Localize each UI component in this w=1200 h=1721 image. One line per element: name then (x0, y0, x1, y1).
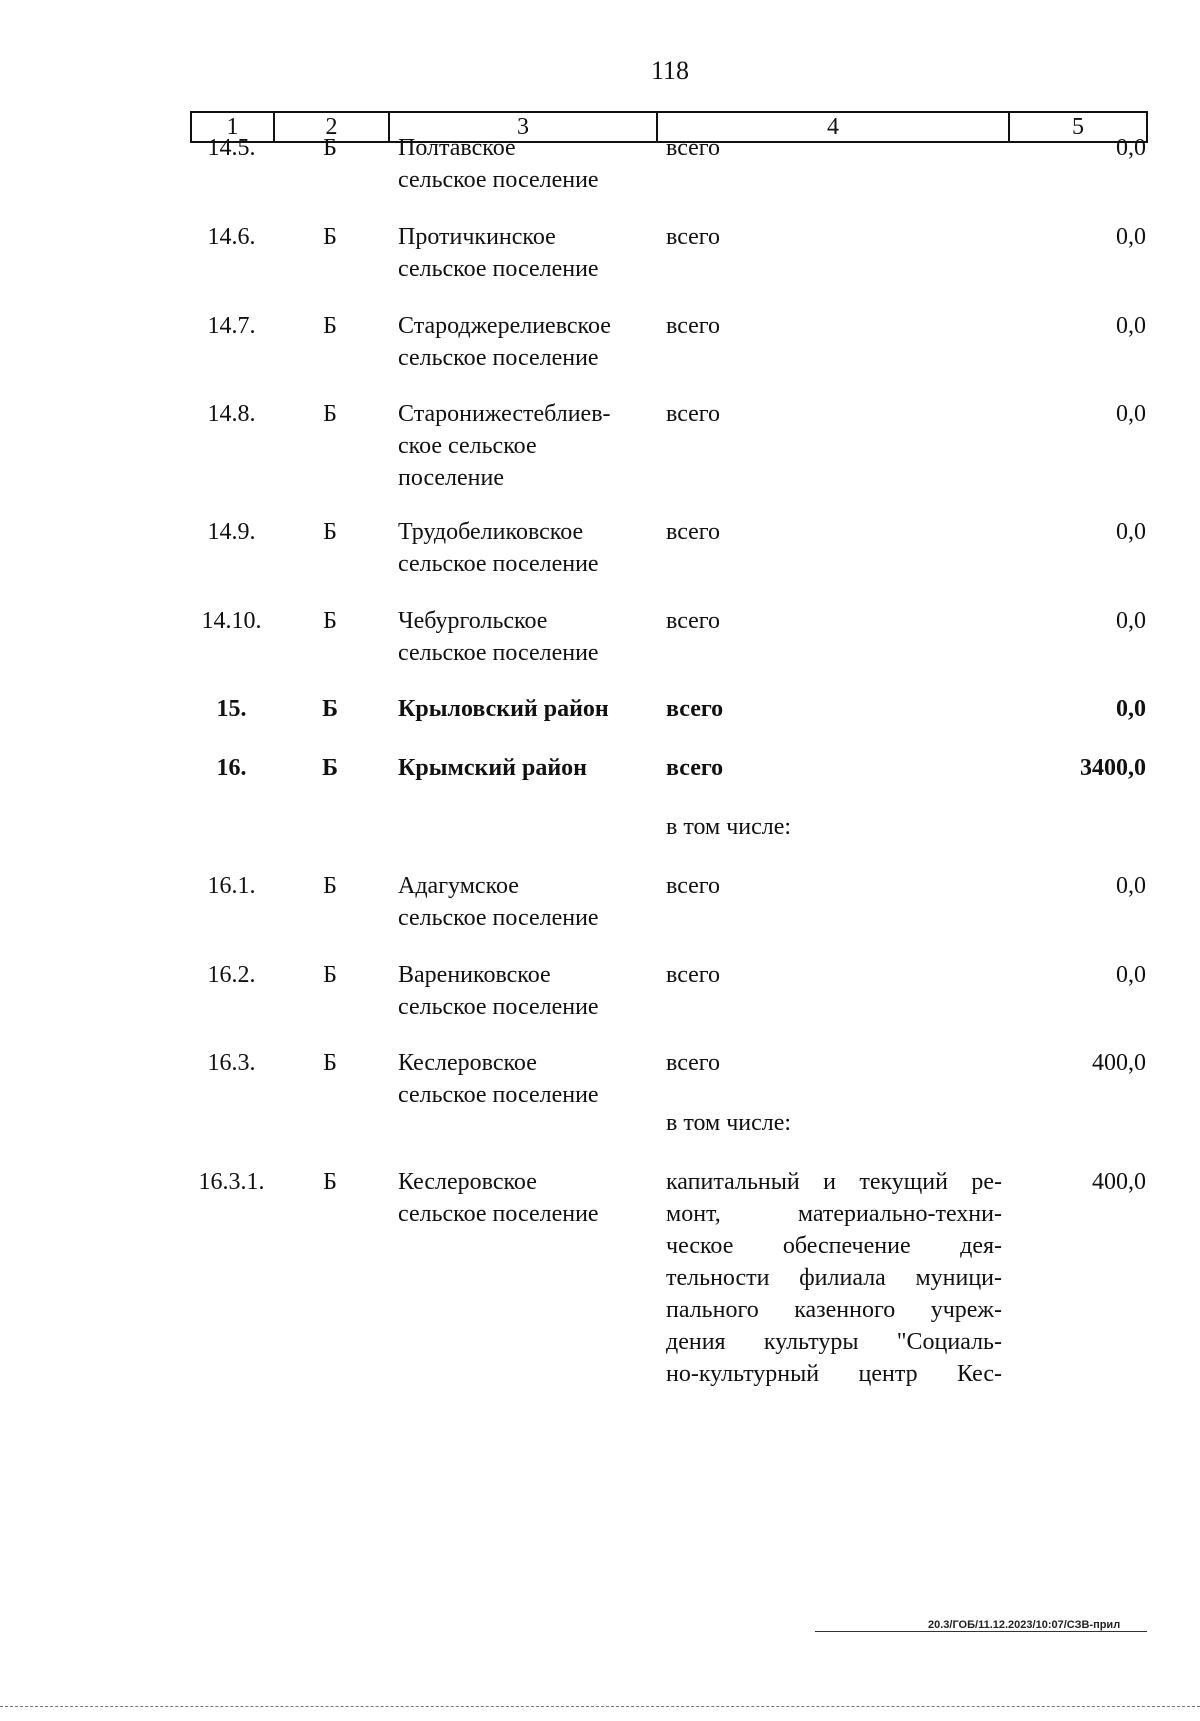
row-description-line: всего (666, 135, 721, 161)
row-number: 16.2. (207, 962, 256, 988)
row-name-line: сельское поселение (398, 551, 599, 577)
row-name-line: сельское поселение (398, 256, 599, 282)
row-category: Б (323, 224, 337, 250)
row-description-line: тельности филиала муници- (666, 1265, 1002, 1291)
row-value: 0,0 (1116, 401, 1146, 427)
row-category: Б (323, 1169, 337, 1195)
row-description-line: монт, материально-техни- (666, 1201, 1002, 1227)
row-description (666, 516, 1002, 548)
row-name (398, 310, 658, 374)
row-number: 16. (216, 755, 247, 781)
row-name (398, 1047, 658, 1111)
row-number: 16.3.1. (198, 1169, 265, 1195)
row-category: Б (323, 135, 337, 161)
row-name-line: Крыловский район (398, 696, 609, 722)
row-description-line: всего (666, 1050, 721, 1076)
row-value: 0,0 (1116, 962, 1146, 988)
row-name-line: сельское поселение (398, 905, 599, 931)
row-name (398, 752, 658, 784)
row-name-line: Кеслеровское (398, 1050, 537, 1076)
row-name-line: сельское поселение (398, 1082, 599, 1108)
row-name (398, 516, 658, 580)
row-value: 0,0 (1116, 313, 1146, 339)
row-name-line: Чебургольское (398, 608, 548, 634)
row-description-line: всего (666, 962, 721, 988)
row-value: 0,0 (1116, 696, 1146, 722)
row-number: 14.7. (207, 313, 256, 339)
row-category: Б (323, 313, 337, 339)
row-description-line: но-культурный центр Кес- (666, 1361, 1002, 1387)
row-description-line: всего (666, 401, 721, 427)
row-name (398, 693, 658, 725)
row-name (398, 132, 658, 196)
row-description-line: всего (666, 313, 721, 339)
row-number: 14.5. (207, 135, 256, 161)
row-description (666, 959, 1002, 991)
row-name-line: сельское поселение (398, 345, 599, 371)
row-name (398, 870, 658, 934)
page-number: 118 (650, 56, 690, 85)
row-category: Б (322, 696, 338, 722)
row-name-line: Трудобеликовское (398, 519, 584, 545)
row-description (666, 605, 1002, 637)
header-col-3: 3 (390, 113, 658, 141)
row-number: 16.1. (207, 873, 256, 899)
row-description (666, 752, 1002, 784)
row-description (666, 811, 1002, 843)
row-description (666, 221, 1002, 253)
row-value: 0,0 (1116, 873, 1146, 899)
row-description (666, 870, 1002, 902)
row-description (666, 1047, 1002, 1079)
row-description (666, 693, 1002, 725)
footer-line (815, 1631, 1147, 1632)
row-value: 400,0 (1092, 1050, 1146, 1076)
header-col-5: 5 (1072, 113, 1084, 140)
row-description (666, 1166, 1002, 1390)
row-name (398, 959, 658, 1023)
row-name-line: сельское поселение (398, 994, 599, 1020)
row-description-line: в том числе: (666, 814, 792, 840)
row-name (398, 1166, 658, 1230)
row-category: Б (323, 608, 337, 634)
row-description (666, 398, 1002, 430)
row-value: 0,0 (1116, 608, 1146, 634)
row-category: Б (323, 962, 337, 988)
row-name-line: Староджерелиевское (398, 313, 611, 339)
header-col-2: 2 (275, 113, 390, 141)
row-name (398, 221, 658, 285)
row-value: 400,0 (1092, 1169, 1146, 1195)
row-name-line: Протичкинское (398, 224, 556, 250)
row-value: 3400,0 (1080, 755, 1146, 781)
row-category: Б (323, 1050, 337, 1076)
row-name-line: сельское поселение (398, 167, 599, 193)
row-description-line: всего (666, 755, 724, 781)
row-description (666, 310, 1002, 342)
row-name-line: сельское поселение (398, 640, 599, 666)
row-name-line: Старонижестеблиев- (398, 401, 611, 427)
row-description-line: дения культуры "Социаль- (666, 1329, 1002, 1355)
row-value: 0,0 (1116, 519, 1146, 545)
row-name-line: Варениковское (398, 962, 551, 988)
row-description-line: ческое обеспечение дея- (666, 1233, 1002, 1259)
row-description-line: всего (666, 224, 721, 250)
row-name-line: Крымский район (398, 755, 587, 781)
row-category: Б (322, 755, 338, 781)
row-description-line: всего (666, 696, 724, 722)
row-name-line: Полтавское (398, 135, 516, 161)
row-name-line: ское сельское (398, 433, 537, 459)
row-value: 0,0 (1116, 135, 1146, 161)
row-number: 16.3. (207, 1050, 256, 1076)
row-category: Б (323, 873, 337, 899)
row-description-line: пального казенного учреж- (666, 1297, 1002, 1323)
scan-edge-line (0, 1706, 1200, 1707)
footer-code: 20.3/ГОБ/11.12.2023/10:07/СЗВ-прил (928, 1619, 1121, 1631)
row-name (398, 605, 658, 669)
row-name-line: сельское поселение (398, 1201, 599, 1227)
row-description-line: капитальный и текущий ре- (666, 1169, 1002, 1195)
row-description-line: в том числе: (666, 1110, 792, 1136)
row-name-line: поселение (398, 465, 505, 491)
header-col-4: 4 (658, 113, 1010, 141)
row-name-line: Адагумское (398, 873, 519, 899)
row-description-line: всего (666, 519, 721, 545)
row-name-line: Кеслеровское (398, 1169, 537, 1195)
row-number: 14.6. (207, 224, 256, 250)
header-col-1: 1 (192, 113, 275, 141)
row-number: 14.10. (201, 608, 262, 634)
row-description-line: всего (666, 873, 721, 899)
row-description (666, 132, 1002, 164)
row-name (398, 398, 658, 494)
row-description-line: всего (666, 608, 721, 634)
row-value: 0,0 (1116, 224, 1146, 250)
row-number: 14.8. (207, 401, 256, 427)
row-description (666, 1107, 1002, 1139)
row-number: 15. (216, 696, 247, 722)
row-number: 14.9. (207, 519, 256, 545)
row-category: Б (323, 401, 337, 427)
row-category: Б (323, 519, 337, 545)
